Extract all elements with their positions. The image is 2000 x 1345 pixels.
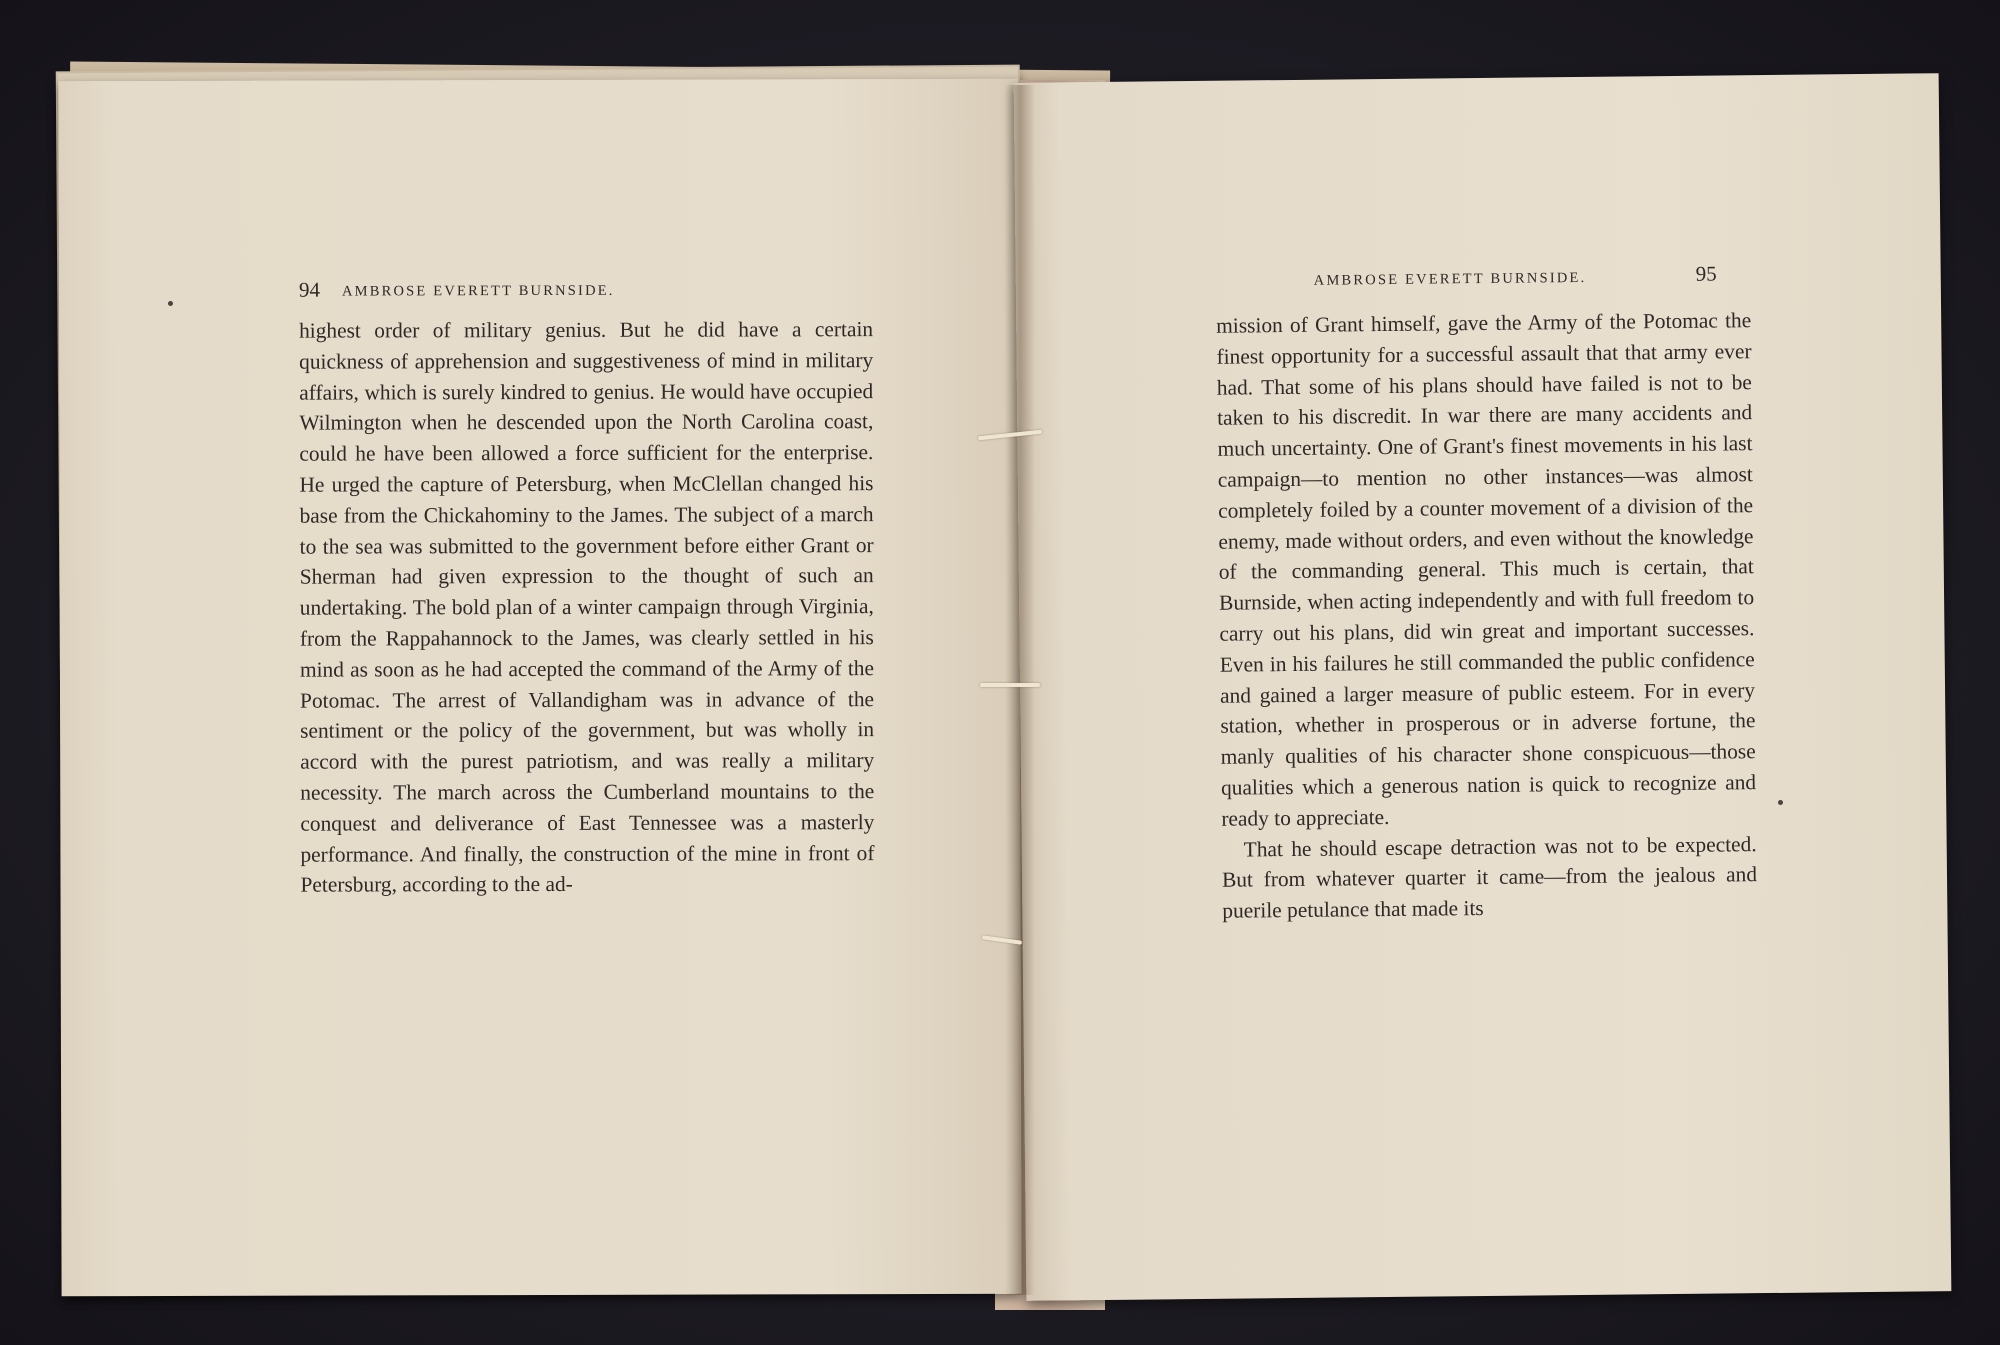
gutter-shadow — [1005, 85, 1035, 1295]
speck — [168, 301, 173, 306]
binding-stitch — [980, 683, 1040, 687]
speck — [1778, 800, 1783, 805]
running-head-right: AMBROSE EVERETT BURNSIDE. — [1313, 269, 1587, 289]
running-head-left: AMBROSE EVERETT BURNSIDE. — [341, 282, 615, 300]
body-paragraph: That he should escape detraction was not to be expected. But from whatever quarter it came—from the jealous and puerile petulance that made its — [1221, 831, 1758, 923]
page-number-left: 94 — [298, 277, 320, 302]
left-page — [58, 79, 1021, 1297]
body-paragraph: highest order of military genius. But he did have a certain quickness of apprehension and suggestiveness of mind in military affairs, which is surely kindred to genius. He would have occupied Wilmington when he descended upon the North Carolina coast, could he have been allowed a force sufficient for the enterprise. He urged the capture of Petersburg, when McClellan changed his base from the Chickahominy to the James. The subject of a march to the sea was submitted to the government before either Grant or Sherman had given expression to the thought of such an undertaking. The bold plan of a winter campaign through Virginia, from the Rappahannock to the James, was clearly settled in his mind as soon as he had accepted the command of the Army of the Potomac. The arrest of Vallandigham was in advance of the sentiment or the policy of the government, but was wholly in accord with the purest patriotism, and was really a military necessity. The march across the Cumberland mountains to the conquest and deliverance of East Tennessee was a masterly performance. And finally, the construction of the mine in front of Petersburg, according to the ad- — [299, 317, 875, 897]
right-page-body — [1216, 305, 1757, 927]
left-page-body — [299, 314, 875, 901]
body-paragraph: mission of Grant himself, gave the Army of the Potomac the finest opportunity for a successful assault that that army ever had. That some of his plans should have failed is not to be taken to his discredit. In war there are many accidents and much uncertainty. One of Grant's finest movements in his last campaign—to mention no other instances—was almost completely foiled by a counter movement of a division of the enemy, made without orders, and even without the knowledge of the commanding general. This much is certain, that Burnside, when acting independently and with full freedom to carry out his plans, did win great and important successes. Even in his failures he still commanded the public confidence and gained a larger measure of public esteem. For in every station, whether in prosperous or in adverse fortune, the manly qualities of his character shone conspicuous—those qualities which a generous nation is quick to recognize and ready to appreciate. — [1216, 308, 1757, 831]
right-page — [1014, 73, 1952, 1301]
page-number-right: 95 — [1695, 261, 1717, 286]
